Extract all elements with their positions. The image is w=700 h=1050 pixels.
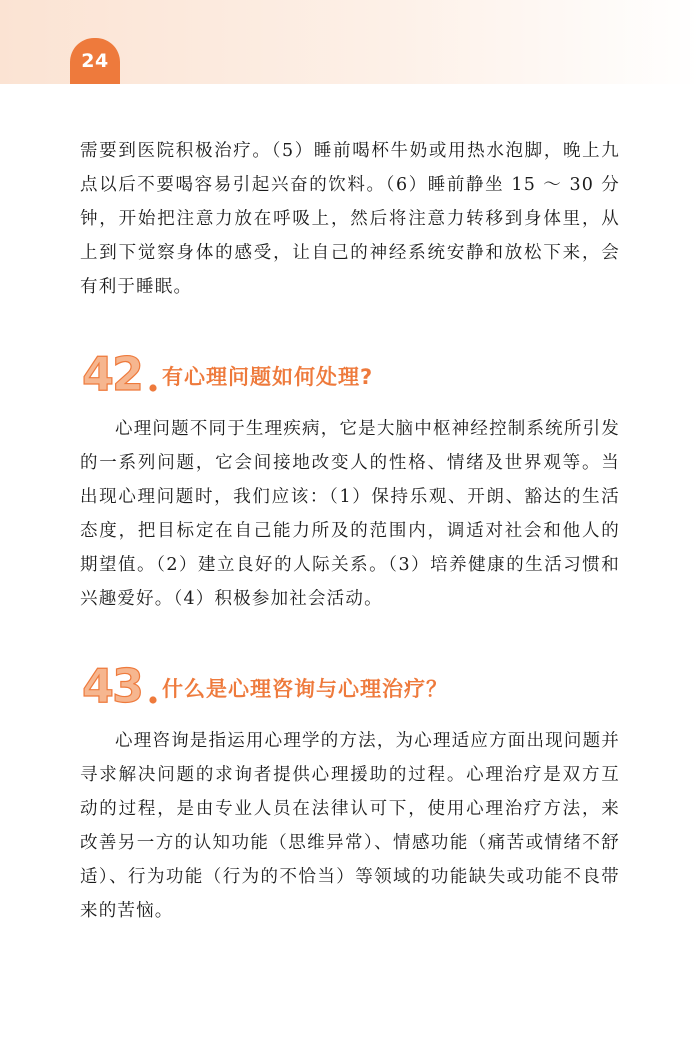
page-number: 24 <box>81 50 109 72</box>
section-heading-43 <box>80 662 620 706</box>
section-heading-42 <box>80 350 620 394</box>
section-title-43: 什么是心理咨询与心理治疗？ <box>162 677 448 701</box>
intro-paragraph: 需要到医院积极治疗。（5）睡前喝杯牛奶或用热水泡脚，晚上九点以后不要喝容易引起兴奋的饮料。（6）睡前静坐 15 ～ 30 分钟，开始把注意力放在呼吸上，然后将注意力转移到身体里，从上到下觉察身体的感受，让自己的神经系统安静和放松下来，会有利于睡眠。 <box>80 141 620 297</box>
section-number-43 <box>80 662 162 706</box>
page-content <box>80 134 620 928</box>
section-number-text-42: 42 <box>82 350 143 394</box>
section-number-dot-43 <box>149 696 156 703</box>
section-number-text-43: 43 <box>82 662 143 706</box>
section-number-graphic-42 <box>80 350 162 394</box>
section-body-42: 心理问题不同于生理疾病，它是大脑中枢神经控制系统所引发的一系列问题，它会间接地改变人的性格、情绪及世界观等。当出现心理问题时，我们应该：（1）保持乐观、开朗、豁达的生活态度，把目标定在自己能力所及的范围内，调适对社会和他人的期望值。（2）建立良好的人际关系。（3）培养健康的生活习惯和兴趣爱好。（4）积极参加社会活动。 <box>80 419 620 609</box>
page-number-badge <box>70 38 120 84</box>
section-body-43: 心理咨询是指运用心理学的方法，为心理适应方面出现问题并寻求解决问题的求询者提供心理援助的过程。心理治疗是双方互动的过程，是由专业人员在法律认可下，使用心理治疗方法，来改善另一方的认知功能（思维异常）、情感功能（痛苦或情绪不舒适）、行为功能（行为的不恰当）等领域的功能缺失或功能不良带来的苦恼。 <box>80 731 620 921</box>
section-number-dot-42 <box>149 384 156 391</box>
section-number-42 <box>80 350 162 394</box>
section-title-42: 有心理问题如何处理? <box>162 365 374 389</box>
section-number-graphic-43 <box>80 662 162 706</box>
